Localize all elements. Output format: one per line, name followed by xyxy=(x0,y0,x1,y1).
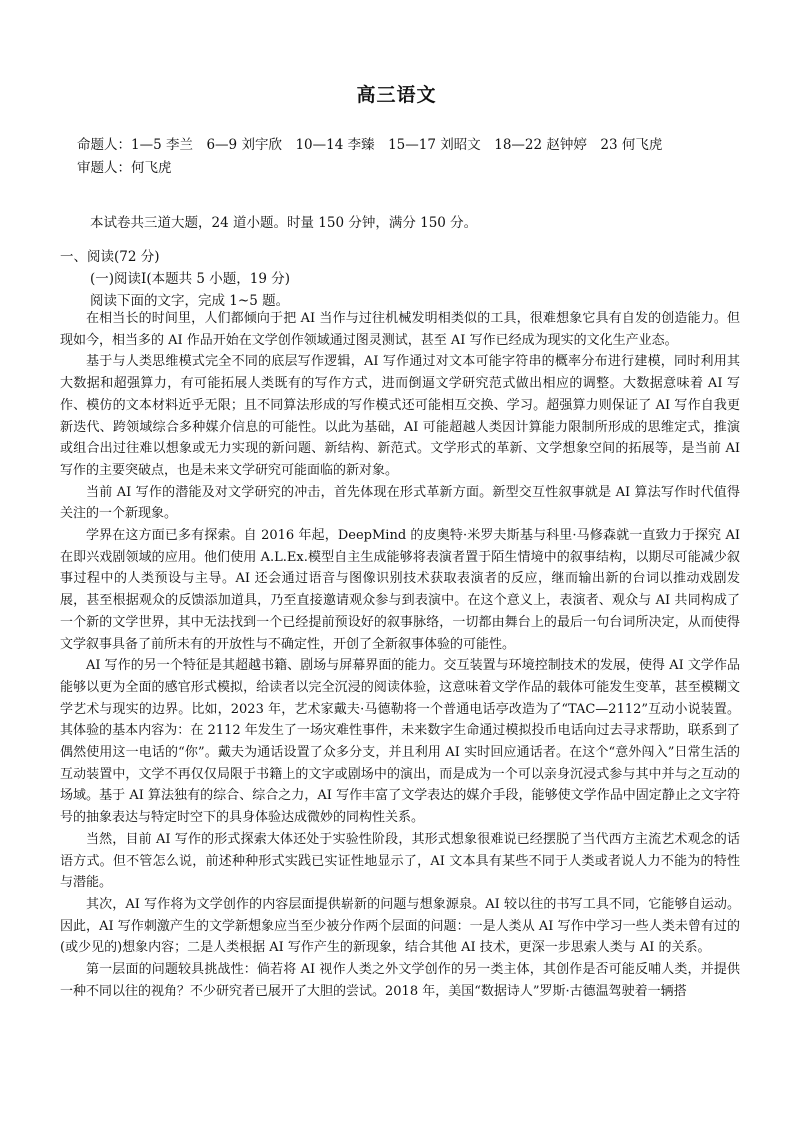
passage-paragraph: 基于与人类思维模式完全不同的底层写作逻辑，AI 写作通过对文本可能字符串的概率分布进行建模，同时利用其大数据和超强算力，有可能拓展人类既有的写作方式，进而倒逼文学研究范式做出相应的调整。大数据意味着 AI 写作、模仿的文本材料近乎无限；且不同算法形成的写作模式还可能相互交换、学习。超强算力则保证了 AI 写作自我更新迭代、跨领域综合多种媒介信息的可能性。以此为基础，AI 可能超越人类因计算能力限制所形成的思维定式，推演或组合出过往难以想象或无力实现的新问题、新结构、新范式。文学形式的革新、文学想象空间的拓展等，是当前 AI 写作的主要突破点，也是未来文学研究可能面临的新对象。 xyxy=(60,354,740,478)
passage-paragraph: 当然，目前 AI 写作的形式探索大体还处于实验性阶段，其形式想象很难说已经摆脱了当代西方主流艺术观念的话语方式。但不管怎么说，前述种种形式实践已实证性地显示了，AI 文本具有某些不同于人类或者说人力不能为的特性与潜能。 xyxy=(60,831,740,891)
proposers-line: 命题人：1—5 李兰 6—9 刘宇欣 10—14 李臻 15—17 刘昭文 18—22 赵钟婷 23 何飞虎 xyxy=(77,137,663,153)
reading-instruction: 阅读下面的文字，完成 1~5 题。 xyxy=(90,293,290,309)
exam-title: 高三语文 xyxy=(356,84,437,106)
passage-paragraph: 学界在这方面已多有探索。自 2016 年起，DeepMind 的皮奥特·米罗夫斯基与科里·马修森就一直致力于探究 AI 在即兴戏剧领域的应用。他们使用 A.L.Ex.模型自主生成能够将表演者置于陌生情境中的叙事结构，以期尽可能减少叙事过程中的人类预设与主导。AI 还会通过语音与图像识别技术获取表演者的反应，继而输出新的台词以推动戏剧发展，甚至根据观众的反馈添加道具，乃至直接邀请观众参与到表演中。在这个意义上，表演者、观众与 AI 共同构成了一个新的文学世界，其中无法找到一个已经提前预设好的叙事脉络，一切都由舞台上的最后一句台词所决定，从而使得文学叙事具备了前所未有的开放性与不确定性，开创了全新叙事体验的可能性。 xyxy=(60,528,740,652)
exam-intro: 本试卷共三道大题，24 道小题。时量 150 分钟，满分 150 分。 xyxy=(90,215,478,231)
passage-paragraph: 在相当长的时间里，人们都倾向于把 AI 当作与过往机械发明相类似的工具，很难想象它具有自发的创造能力。但现如今，相当多的 AI 作品开始在文学创作领域通过图灵测试，甚至 AI 写作已经成为现实的文化生产业态。 xyxy=(60,311,740,348)
passage-paragraph: 第一层面的问题较具挑战性：倘若将 AI 视作人类之外文学创作的另一类主体，其创作是否可能反哺人类，并提供一种不同以往的视角？不少研究者已展开了大胆的尝试。2018 年，美国“数据诗人”罗斯·古德温驾驶着一辆搭 xyxy=(60,962,740,999)
section-heading: 一、阅读(72 分) xyxy=(60,249,160,265)
reviewer-line: 审题人：何飞虎 xyxy=(77,160,172,176)
passage-paragraph: AI 写作的另一个特征是其超越书籍、剧场与屏幕界面的能力。交互装置与环境控制技术的发展，使得 AI 文学作品能够以更为全面的感官形式模拟，给读者以完全沉浸的阅读体验，这意味着文学作品的载体可能发生变革，甚至模糊文学艺术与现实的边界。比如，2023 年，艺术家戴夫·马德勒将一个普通电话亭改造为了“TAC—2112”互动小说装置。其体验的基本内容为：在 2112 年发生了一场灾难性事件，未来数字生命通过模拟投币电话向过去寻求帮助，联系到了偶然使用这一电话的“你”。戴夫为通话设置了众多分支，并且利用 AI 实时回应通话者。在这个“意外闯入”日常生活的互动装置中，文学不再仅仅局限于书籍上的文字或剧场中的演出，而是成为一个可以亲身沉浸式参与其中并与之互动的场域。基于 AI 算法独有的综合、综合之力，AI 写作丰富了文学表达的媒介手段，能够使文学作品中固定静止之文字符号的抽象表达与特定时空下的具身体验达成微妙的同构性关系。 xyxy=(60,658,740,826)
subsection-heading: (一)阅读Ⅰ(本题共 5 小题，19 分) xyxy=(90,271,291,287)
reading-passage xyxy=(60,308,740,1003)
passage-paragraph: 其次，AI 写作将为文学创作的内容层面提供崭新的问题与想象源泉。AI 较以往的书写工具不同，它能够自运动。因此，AI 写作刺激产生的文学新想象应当至少被分作两个层面的问题：一是人类从 AI 写作中学习一些人类未曾有过的(或少见的)想象内容；二是人类根据 AI 写作产生的新现象，结合其他 AI 技术，更深一步思索人类与 AI 的关系。 xyxy=(60,896,740,956)
passage-paragraph: 当前 AI 写作的潜能及对文学研究的冲击，首先体现在形式革新方面。新型交互性叙事就是 AI 算法写作时代值得关注的一个新现象。 xyxy=(60,484,740,522)
